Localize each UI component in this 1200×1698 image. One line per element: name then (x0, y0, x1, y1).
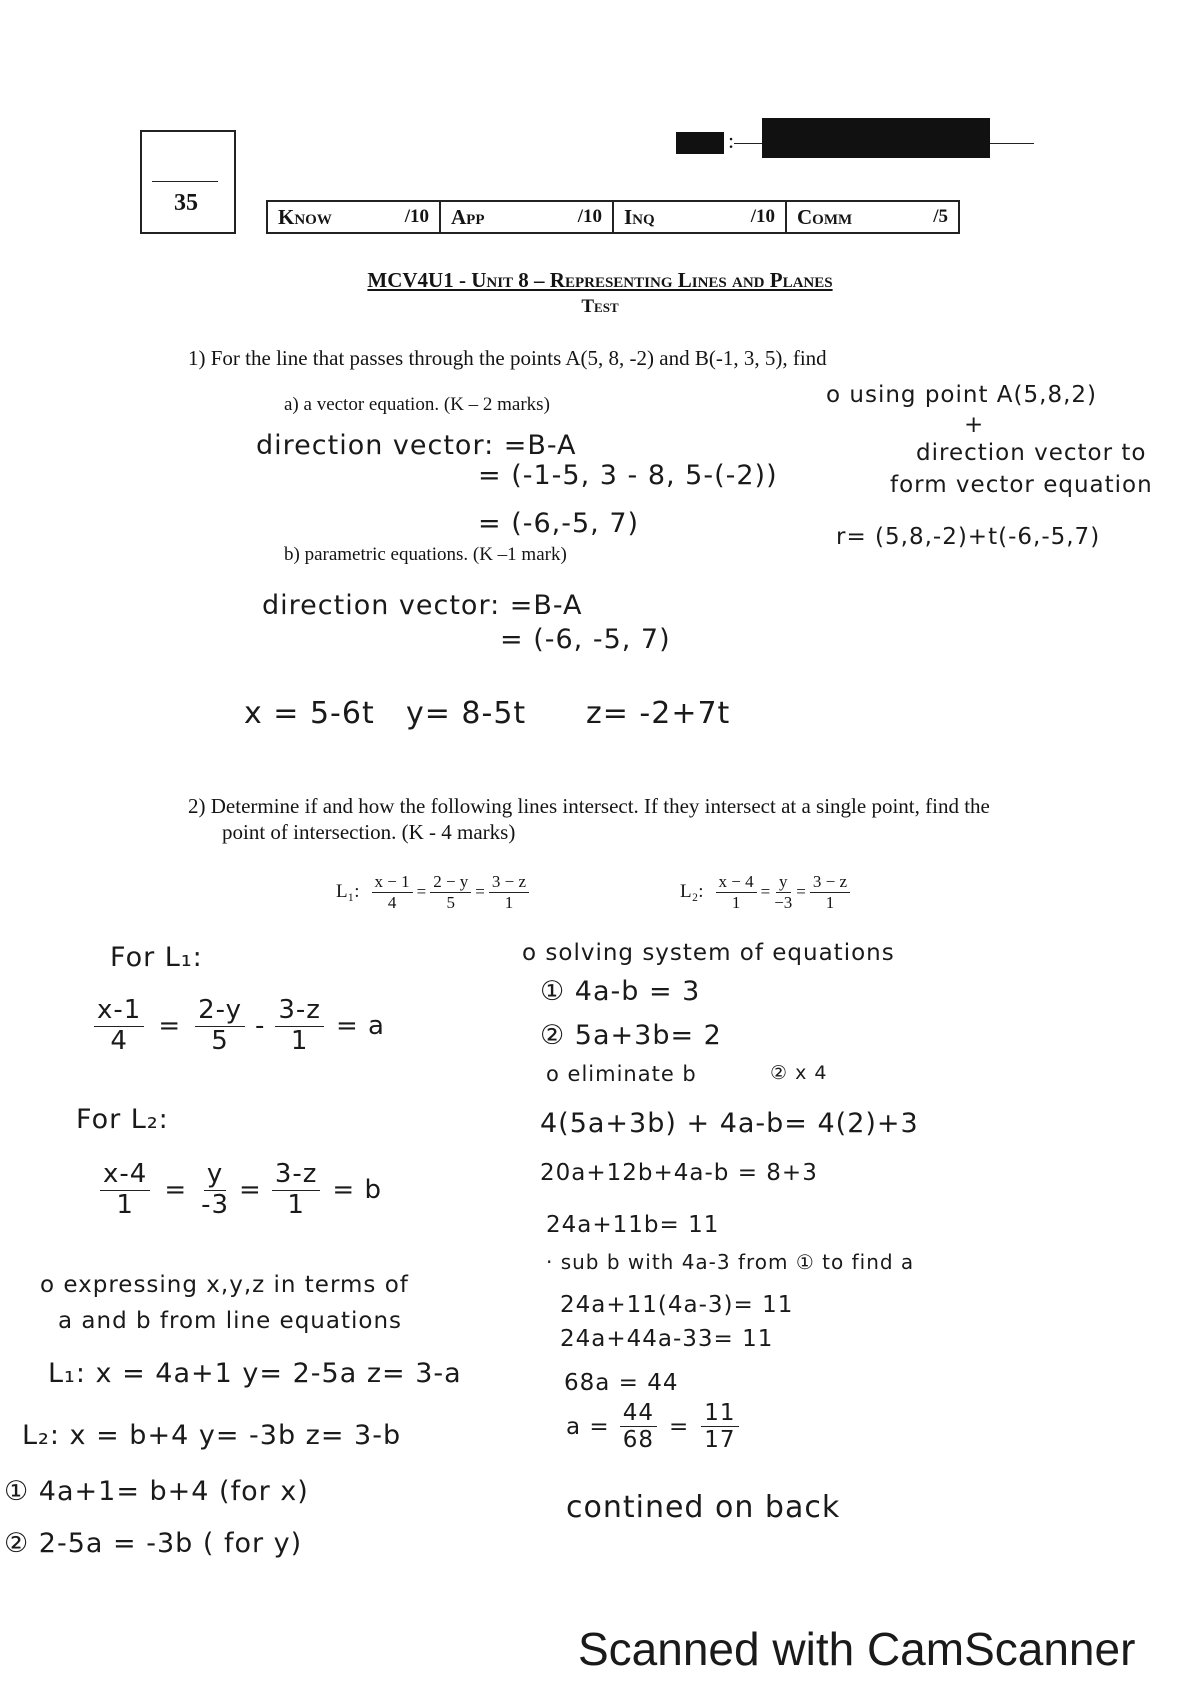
q2-line-l2: L₂: $\frac{x - 4}{1}$ = $\frac{y}{-3}$ = $\frac{3 - z}{1}$ (680, 872, 854, 912)
q1a-label: a) a vector equation. (K – 2 marks) (284, 394, 550, 415)
l1-in-terms-of-a: L₁: x = 4a+1 y= 2-5a z= 3-a (48, 1358, 462, 1389)
q1b-param-x: x = 5-6t (244, 696, 375, 731)
l1-label: L₁: (336, 881, 360, 903)
eliminate-b-note: o eliminate b (546, 1062, 697, 1086)
elimination-step-3: 24a+11b= 11 (546, 1212, 720, 1238)
q1a-work-line1: direction vector: =B-A (256, 430, 577, 461)
l2-in-terms-of-b: L₂: x = b+4 y= -3b z= 3-b (22, 1420, 402, 1451)
substitution-step-1: 24a+11(4a-3)= 11 (560, 1292, 794, 1318)
system-eq-1: ① 4a-b = 3 (540, 976, 701, 1007)
l2-frac-2: $\frac{y}{-3}$ (774, 872, 793, 912)
marks-inq: Inq /10 (614, 202, 787, 232)
for-l2-heading: For L₂: (76, 1104, 169, 1135)
score-blank-line (152, 181, 218, 182)
expressing-line1: o expressing x,y,z in terms of (40, 1272, 409, 1298)
page-subtitle: Test (581, 296, 619, 317)
q1a-work-line3: = (-6,-5, 7) (478, 508, 640, 539)
q2-prompt-line2: point of intersection. (K - 4 marks) (222, 820, 516, 844)
q1a-side-line3: direction vector to (916, 440, 1147, 466)
q1b-label: b) parametric equations. (K –1 mark) (284, 544, 567, 565)
name-colon: : (728, 128, 735, 153)
q1a-side-plus: + (964, 412, 985, 438)
l2-symmetric-work: $\frac{x-4}{1}$ = $\frac{y}{-3}$ = $\frac{3-z}{1}$ = b (96, 1160, 382, 1221)
q1b-work-line1: direction vector: =B-A (262, 590, 583, 621)
l2-label: L₂: (680, 881, 704, 903)
elimination-step-1: 4(5a+3b) + 4a-b= 4(2)+3 (540, 1108, 919, 1139)
q1b-param-z: z= -2+7t (586, 696, 731, 731)
redacted-label (676, 132, 724, 154)
l1-frac-2: $\frac{2 - y}{5}$ (430, 872, 471, 912)
l1-symmetric-work: $\frac{x-1}{4}$ = $\frac{2-y}{5}$ - $\frac{3-z}{1}$ = a (90, 996, 385, 1057)
q1b-work-line2: = (-6, -5, 7) (500, 624, 671, 655)
l1-frac-3: $\frac{3 - z}{1}$ (489, 872, 529, 912)
score-total: 35 (174, 190, 198, 216)
marks-comm: Comm /5 (797, 204, 948, 229)
redacted-name (762, 118, 990, 158)
q1-prompt: 1) For the line that passes through the points A(5, 8, -2) and B(-1, 3, 5), find (188, 346, 827, 370)
q2-prompt-line1: 2) Determine if and how the following lines intersect. If they intersect at a single point, find the (188, 794, 990, 818)
q1a-vector-equation: r= (5,8,-2)+t(-6,-5,7) (836, 524, 1101, 550)
marks-bar (266, 200, 960, 234)
page-title: MCV4U1 - Unit 8 – Representing Lines and Planes (367, 268, 833, 292)
q1a-side-line4: form vector equation (890, 472, 1153, 498)
substitution-step-3: 68a = 44 (564, 1370, 679, 1396)
l2-frac-1: $\frac{x - 4}{1}$ (716, 872, 757, 912)
q2-line-l1: L₁: $\frac{x - 1}{4}$ = $\frac{2 - y}{5}$ = $\frac{3 - z}{1}$ (336, 872, 533, 912)
l1-frac-1: $\frac{x - 1}{4}$ (372, 872, 413, 912)
elimination-step-2: 20a+12b+4a-b = 8+3 (540, 1160, 818, 1186)
equation-2-for-y: ② 2-5a = -3b ( for y) (4, 1528, 303, 1559)
solving-system-heading: o solving system of equations (522, 940, 895, 966)
substitution-note: · sub b with 4a-3 from ① to find a (546, 1250, 915, 1274)
equation-1-for-x: ① 4a+1= b+4 (for x) (4, 1476, 309, 1507)
continued-on-back-note: contined on back (566, 1490, 841, 1525)
solution-for-a: a = $\frac{44}{68}$ = $\frac{11}{17}$ (566, 1400, 743, 1454)
l2-frac-3: $\frac{3 - z}{1}$ (810, 872, 850, 912)
system-eq-2: ② 5a+3b= 2 (540, 1020, 722, 1051)
substitution-step-2: 24a+44a-33= 11 (560, 1326, 774, 1352)
marks-know: Know /10 (268, 202, 441, 232)
multiply-eq2-note: ② x 4 (770, 1062, 828, 1084)
score-box (140, 130, 236, 234)
q1a-side-line1: o using point A(5,8,2) (826, 382, 1097, 408)
marks-app: App /10 (441, 202, 614, 232)
camscanner-watermark: Scanned with CamScanner (578, 1623, 1136, 1675)
expressing-line2: a and b from line equations (58, 1308, 403, 1334)
for-l1-heading: For L₁: (110, 942, 203, 973)
q1b-param-y: y= 8-5t (406, 696, 527, 731)
q1a-work-line2: = (-1-5, 3 - 8, 5-(-2)) (478, 460, 778, 491)
